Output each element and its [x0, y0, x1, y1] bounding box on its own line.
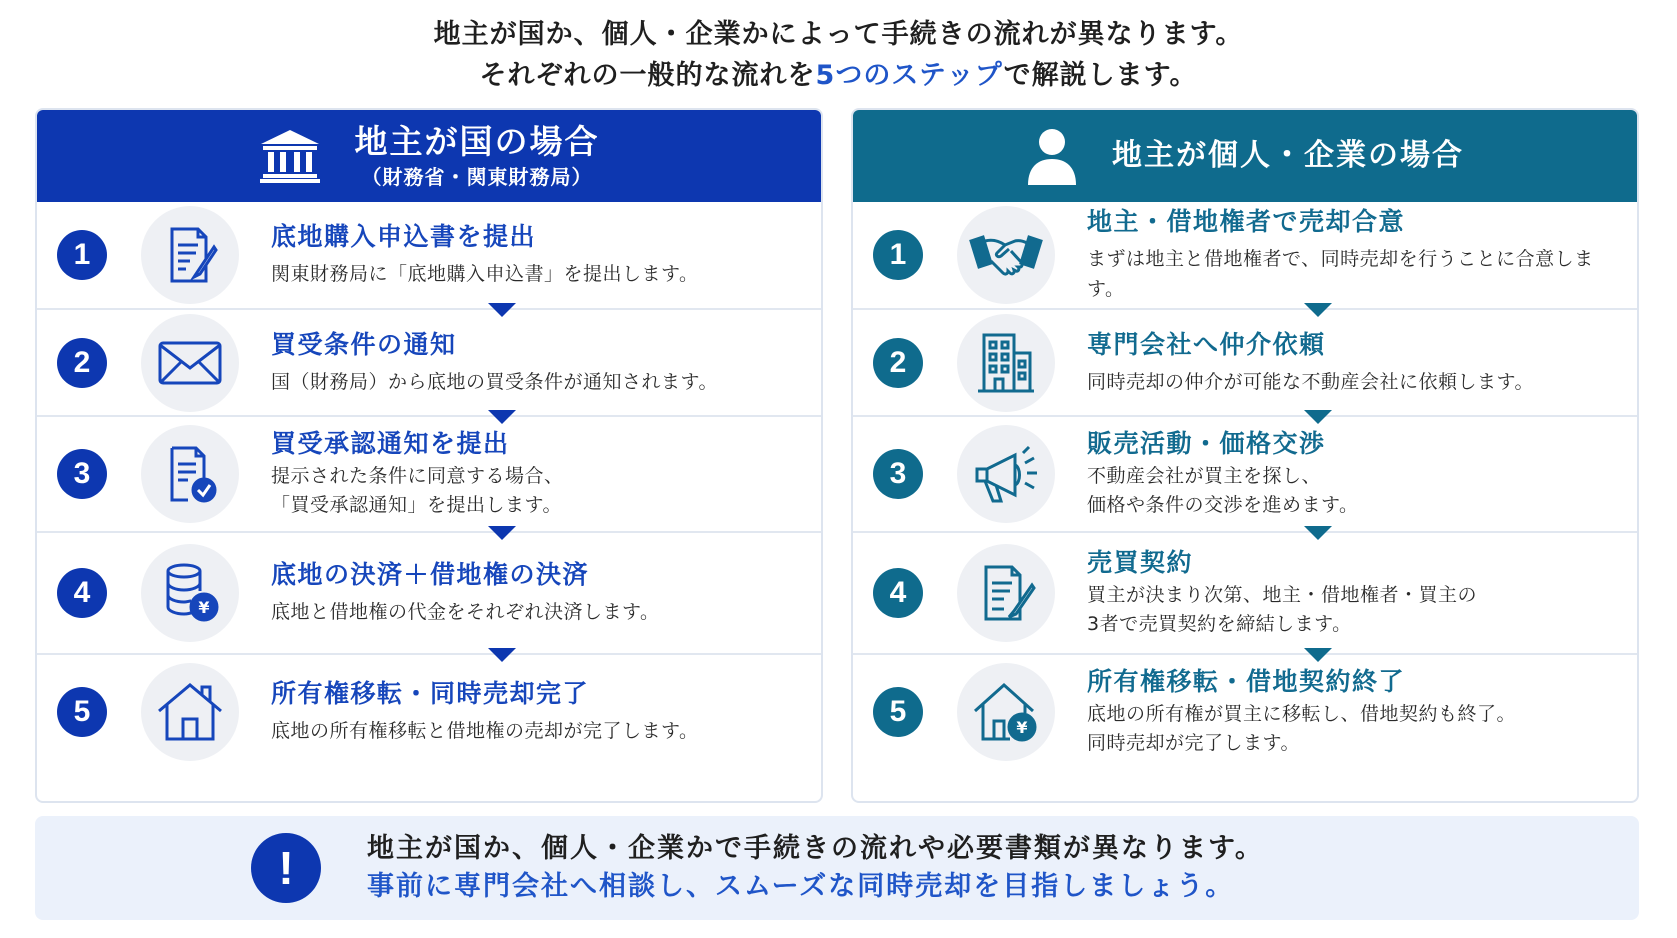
handshake-icon [957, 206, 1055, 304]
step-title: 買受承認通知を提出 [271, 429, 510, 458]
megaphone-icon [957, 425, 1055, 523]
headline-line1: 地主が国か、個人・企業かによって手続きの流れが異なります。 [433, 19, 1244, 50]
panel-government [35, 108, 823, 803]
step-desc: 底地の所有権が買主に移転し、借地契約も終了。 同時売却が完了します。 [1087, 703, 1517, 754]
step-desc: 底地の所有権移転と借地権の売却が完了します。 [271, 720, 699, 742]
step-title: 底地の決済＋借地権の決済 [271, 560, 590, 589]
headline-line2-pre: それぞれの一般的な流れを [479, 60, 816, 91]
panel-private-title: 地主が個人・企業の場合 [1112, 138, 1464, 173]
gov-step-5 [37, 653, 821, 769]
headline-line2-post: で解説します。 [1003, 60, 1198, 91]
step-text [271, 678, 811, 746]
coins-yen-icon [141, 544, 239, 642]
private-steps [853, 202, 1637, 769]
step-number: 4 [57, 568, 107, 618]
svg-text:¥: ¥ [198, 598, 210, 617]
step-arrow [1304, 410, 1332, 424]
contract-pen-icon [957, 544, 1055, 642]
step-number: 1 [57, 230, 107, 280]
priv-step-3 [853, 415, 1637, 531]
panel-government-title-block [355, 122, 600, 190]
step-title: 所有権移転・借地契約終了 [1087, 667, 1406, 696]
step-desc: 提示された条件に同意する場合、 「買受承認通知」を提出します。 [271, 465, 564, 516]
step-number: 1 [873, 230, 923, 280]
notice-line2: 事前に専門会社へ相談し、スムーズな同時売却を目指しましょう。 [367, 871, 1235, 902]
step-number: 5 [57, 687, 107, 737]
headline-highlight: 5つのステップ [815, 60, 1004, 91]
panel-government-header [37, 110, 821, 202]
priv-step-2 [853, 308, 1637, 415]
exclamation-icon: ! [251, 833, 321, 903]
headline [0, 14, 1677, 96]
gov-step-2 [37, 308, 821, 415]
step-arrow [488, 648, 516, 662]
panel-government-subtitle: （財務省・関東財務局） [361, 165, 593, 189]
step-arrow [488, 303, 516, 317]
step-desc: 買主が決まり次第、地主・借地権者・買主の 3者で売買契約を締結します。 [1087, 584, 1478, 635]
step-desc: 不動産会社が買主を探し、 価格や条件の交渉を進めます。 [1087, 465, 1359, 516]
step-text [1087, 206, 1627, 304]
step-arrow [488, 526, 516, 540]
step-arrow [1304, 303, 1332, 317]
headline-line2 [0, 55, 1677, 96]
step-text [271, 559, 811, 627]
office-building-icon [957, 314, 1055, 412]
priv-step-5 [853, 653, 1637, 769]
step-text [271, 428, 811, 520]
notice-line1: 地主が国か、個人・企業かで手続きの流れや必要書類が異なります。 [367, 833, 1264, 864]
panel-private [851, 108, 1639, 803]
priv-step-1 [853, 202, 1637, 308]
step-text [1087, 547, 1627, 639]
step-text [271, 221, 811, 289]
government-steps [37, 202, 821, 769]
step-arrow [488, 410, 516, 424]
step-number: 3 [873, 449, 923, 499]
step-title: 売買契約 [1087, 548, 1194, 577]
step-title: 地主・借地権者で売却合意 [1087, 207, 1406, 236]
panel-private-header [853, 110, 1637, 202]
step-text [1087, 329, 1627, 397]
step-desc: まずは地主と借地権者で、同時売却を行うことに合意します。 [1087, 248, 1594, 300]
step-text [271, 329, 811, 397]
step-title: 底地購入申込書を提出 [271, 222, 537, 251]
step-text [1087, 428, 1627, 520]
step-number: 2 [57, 338, 107, 388]
step-title: 専門会社へ仲介依頼 [1087, 329, 1326, 359]
document-pen-icon [141, 206, 239, 304]
government-building-icon [259, 128, 321, 184]
step-desc: 同時売却の仲介が可能な不動産会社に依頼します。 [1087, 370, 1534, 393]
step-title: 販売活動・価格交渉 [1087, 429, 1326, 458]
step-arrow [1304, 526, 1332, 540]
step-arrow [1304, 648, 1332, 662]
step-text [1087, 666, 1627, 758]
step-number: 2 [873, 338, 923, 388]
priv-step-4 [853, 531, 1637, 653]
step-number: 5 [873, 687, 923, 737]
step-title: 所有権移転・同時売却完了 [271, 679, 590, 708]
step-desc: 底地と借地権の代金をそれぞれ決済します。 [271, 601, 660, 623]
house-yen-icon [957, 663, 1055, 761]
house-icon [141, 663, 239, 761]
step-number: 4 [873, 568, 923, 618]
step-desc: 国（財務局）から底地の買受条件が通知されます。 [271, 370, 718, 393]
envelope-icon [141, 314, 239, 412]
gov-step-3 [37, 415, 821, 531]
notice-box [35, 816, 1639, 920]
document-check-icon [141, 425, 239, 523]
svg-text:¥: ¥ [1016, 718, 1028, 737]
person-icon [1026, 127, 1078, 185]
step-title: 買受条件の通知 [271, 329, 457, 359]
gov-step-1 [37, 202, 821, 308]
step-number: 3 [57, 449, 107, 499]
step-desc: 関東財務局に「底地購入申込書」を提出します。 [271, 263, 699, 285]
gov-step-4 [37, 531, 821, 653]
panel-government-title: 地主が国の場合 [354, 122, 600, 161]
